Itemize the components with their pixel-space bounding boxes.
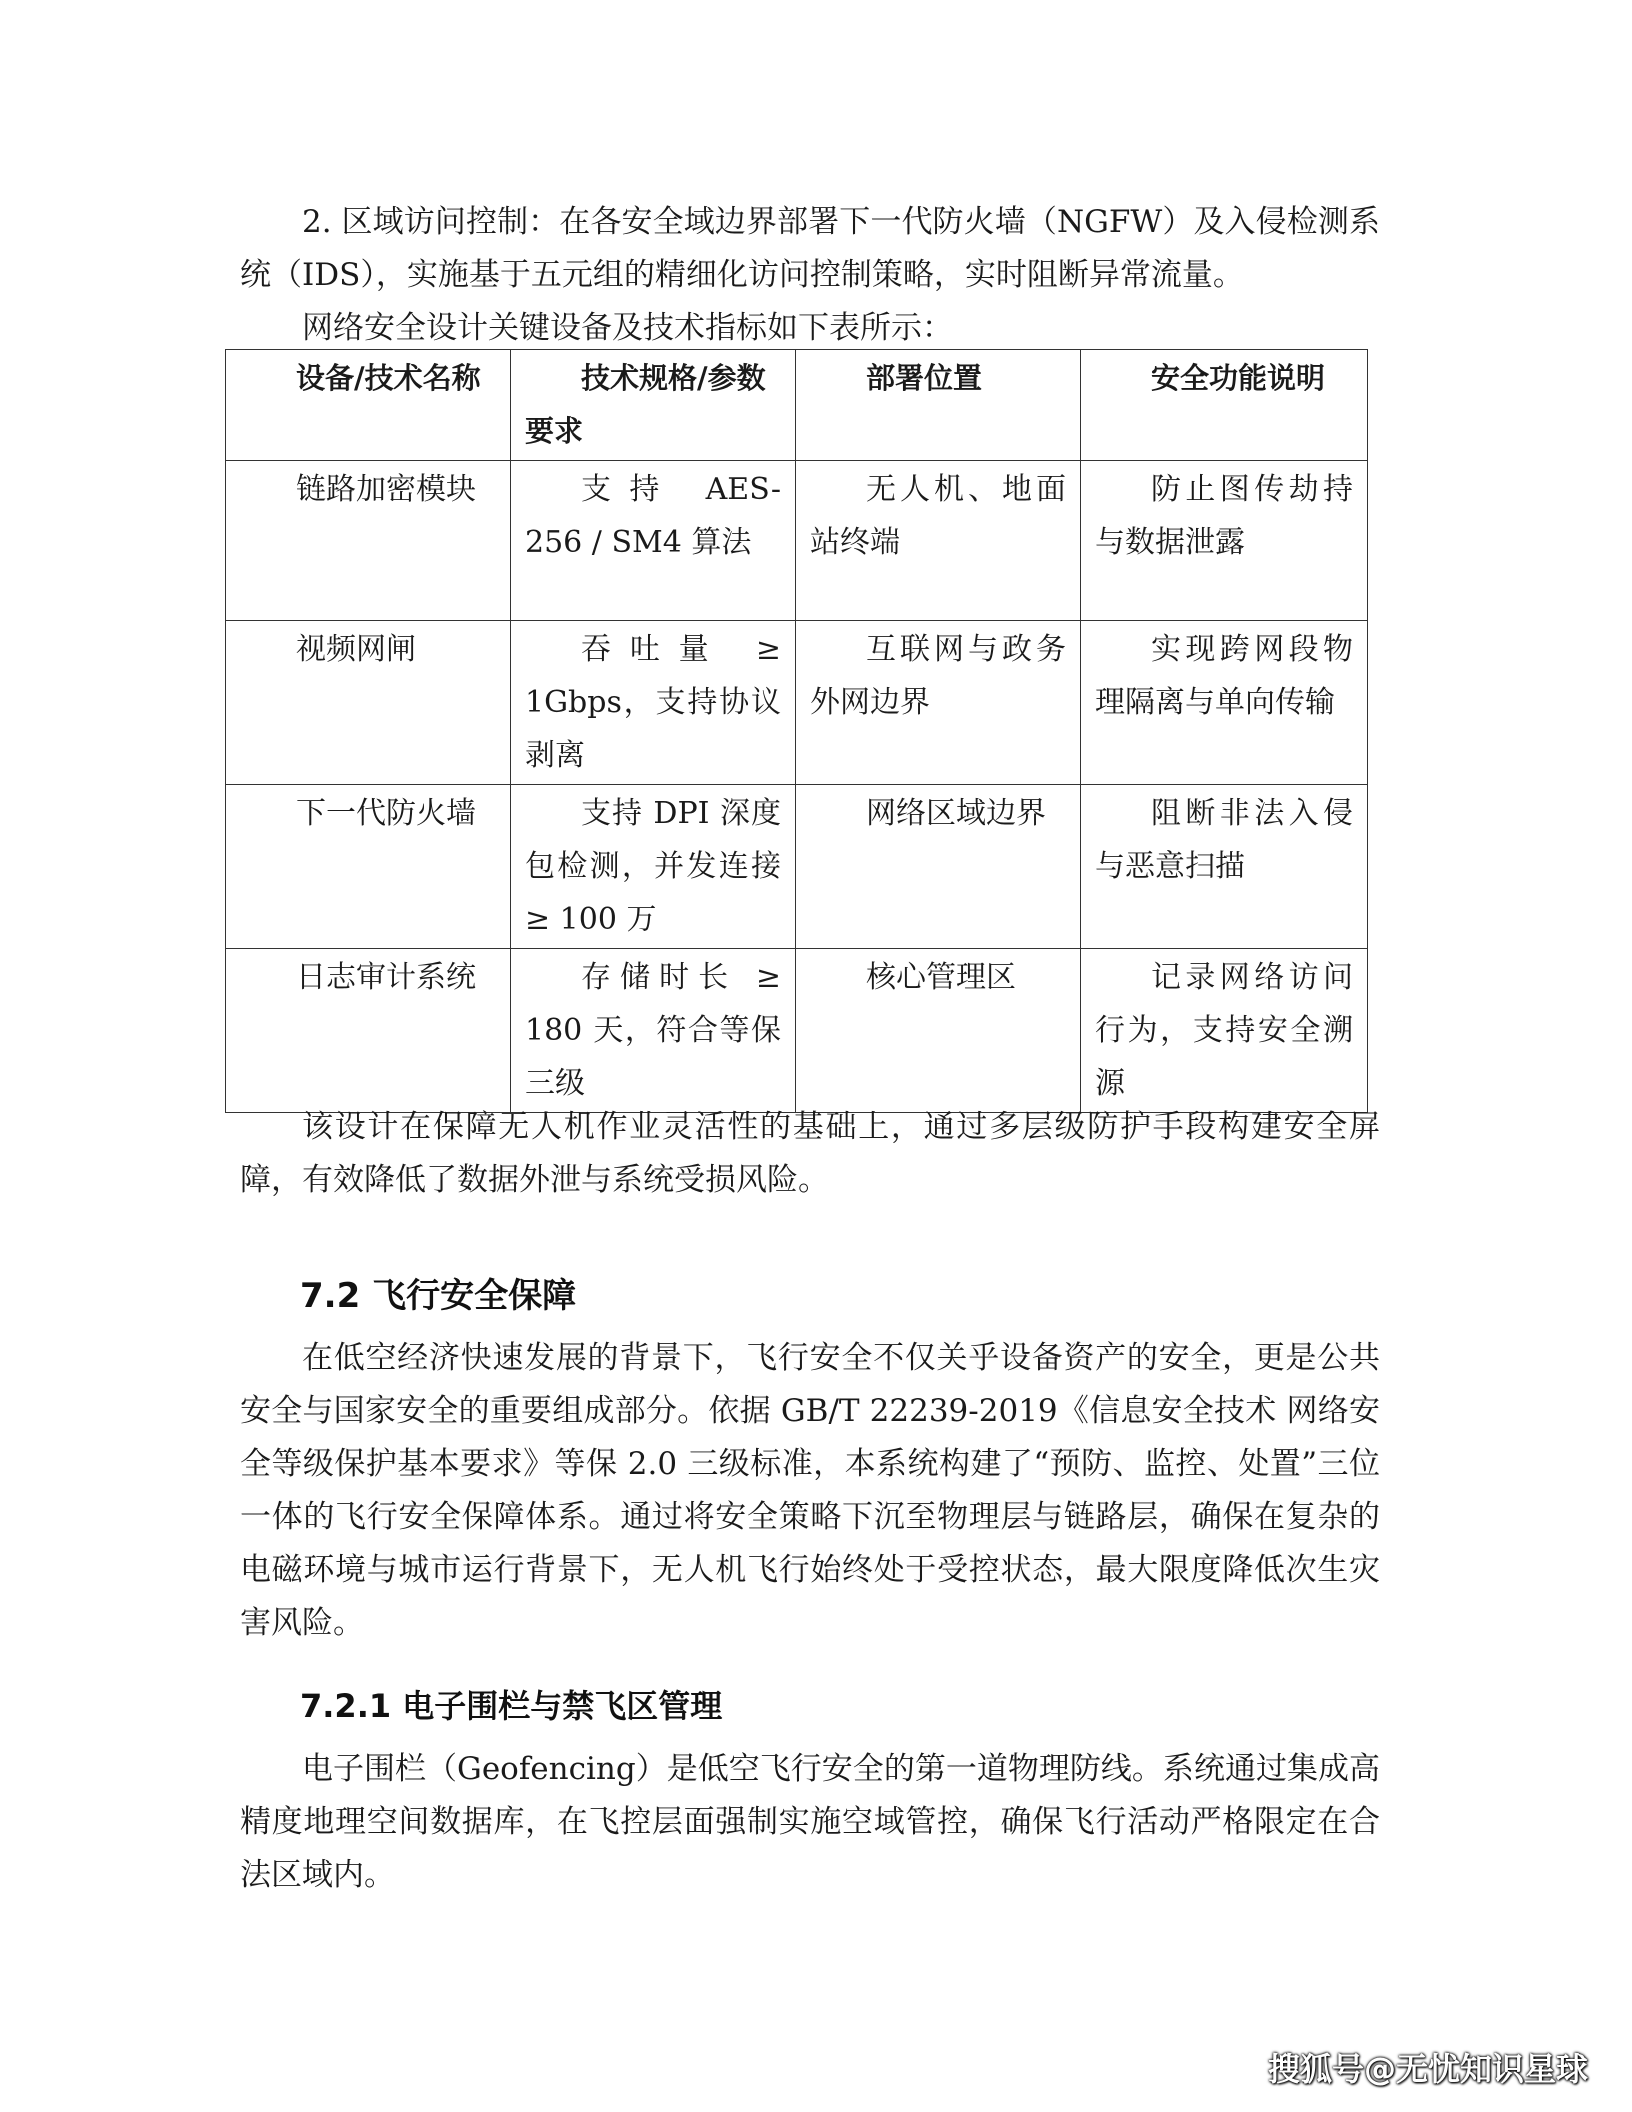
table-cell: 核心管理区 [796, 949, 1081, 1113]
section-heading-7-2: 7.2 飞行安全保障 [300, 1276, 577, 1316]
table-header-cell: 技术规格/参数要求 [511, 350, 796, 461]
paragraph-flight-safety: 在低空经济快速发展的背景下，飞行安全不仅关乎设备资产的安全，更是公共安全与国家安全的重要组成部分。依据 GB/T 22239-2019《信息安全技术 网络安全等级保护基本要求》等保 2.0 三级标准，本系统构建了“预防、监控、处置”三位一体的飞行安全保障体系。通过将安全策略下沉至物理层与链路层，确保在复杂的电磁环境与城市运行背景下，无人机飞行始终处于受控状态，最大限度降低次生灾害风险。 [240, 1340, 1380, 1641]
table-cell: 日志审计系统 [226, 949, 511, 1113]
table-header-cell: 设备/技术名称 [226, 350, 511, 461]
table-cell: 支持 AES-256 / SM4 算法 [511, 461, 796, 621]
table-cell: 下一代防火墙 [226, 785, 511, 949]
paragraph-conclusion: 该设计在保障无人机作业灵活性的基础上，通过多层级防护手段构建安全屏障，有效降低了数据外泄与系统受损风险。 [240, 1109, 1380, 1198]
table-cell: 链路加密模块 [226, 461, 511, 621]
table-row [226, 949, 1368, 1113]
table-cell: 记录网络访问行为，支持安全溯源 [1081, 949, 1368, 1113]
table-header-cell: 安全功能说明 [1081, 350, 1368, 461]
table-cell: 阻断非法入侵与恶意扫描 [1081, 785, 1368, 949]
table-cell: 无人机、地面站终端 [796, 461, 1081, 621]
table-cell: 网络区域边界 [796, 785, 1081, 949]
table-row [226, 785, 1368, 949]
table-cell: 实现跨网段物理隔离与单向传输 [1081, 621, 1368, 785]
watermark: 搜狐号@无忧知识星球 [1267, 2050, 1588, 2088]
section-heading-7-2-1: 7.2.1 电子围栏与禁飞区管理 [300, 1687, 723, 1725]
paragraph-table-intro: 网络安全设计关键设备及技术指标如下表所示： [302, 310, 953, 346]
spec-table [225, 349, 1368, 1113]
paragraph-geofencing: 电子围栏（Geofencing）是低空飞行安全的第一道物理防线。系统通过集成高精度地理空间数据库，在飞控层面强制实施空域管控，确保飞行活动严格限定在合法区域内。 [240, 1751, 1380, 1893]
table-header-cell: 部署位置 [796, 350, 1081, 461]
table-cell: 吞吐量 ≥ 1Gbps，支持协议剥离 [511, 621, 796, 785]
table-cell: 互联网与政务外网边界 [796, 621, 1081, 785]
table-row [226, 621, 1368, 785]
table-cell: 存储时长 ≥ 180 天，符合等保三级 [511, 949, 796, 1113]
table-cell: 视频网闸 [226, 621, 511, 785]
table-header-row [226, 350, 1368, 461]
table-row [226, 461, 1368, 621]
table-cell: 防止图传劫持与数据泄露 [1081, 461, 1368, 621]
table-cell: 支持 DPI 深度包检测，并发连接 ≥ 100 万 [511, 785, 796, 949]
paragraph-access-control: 2. 区域访问控制：在各安全域边界部署下一代防火墙（NGFW）及入侵检测系统（IDS），实施基于五元组的精细化访问控制策略，实时阻断异常流量。 [240, 204, 1380, 293]
